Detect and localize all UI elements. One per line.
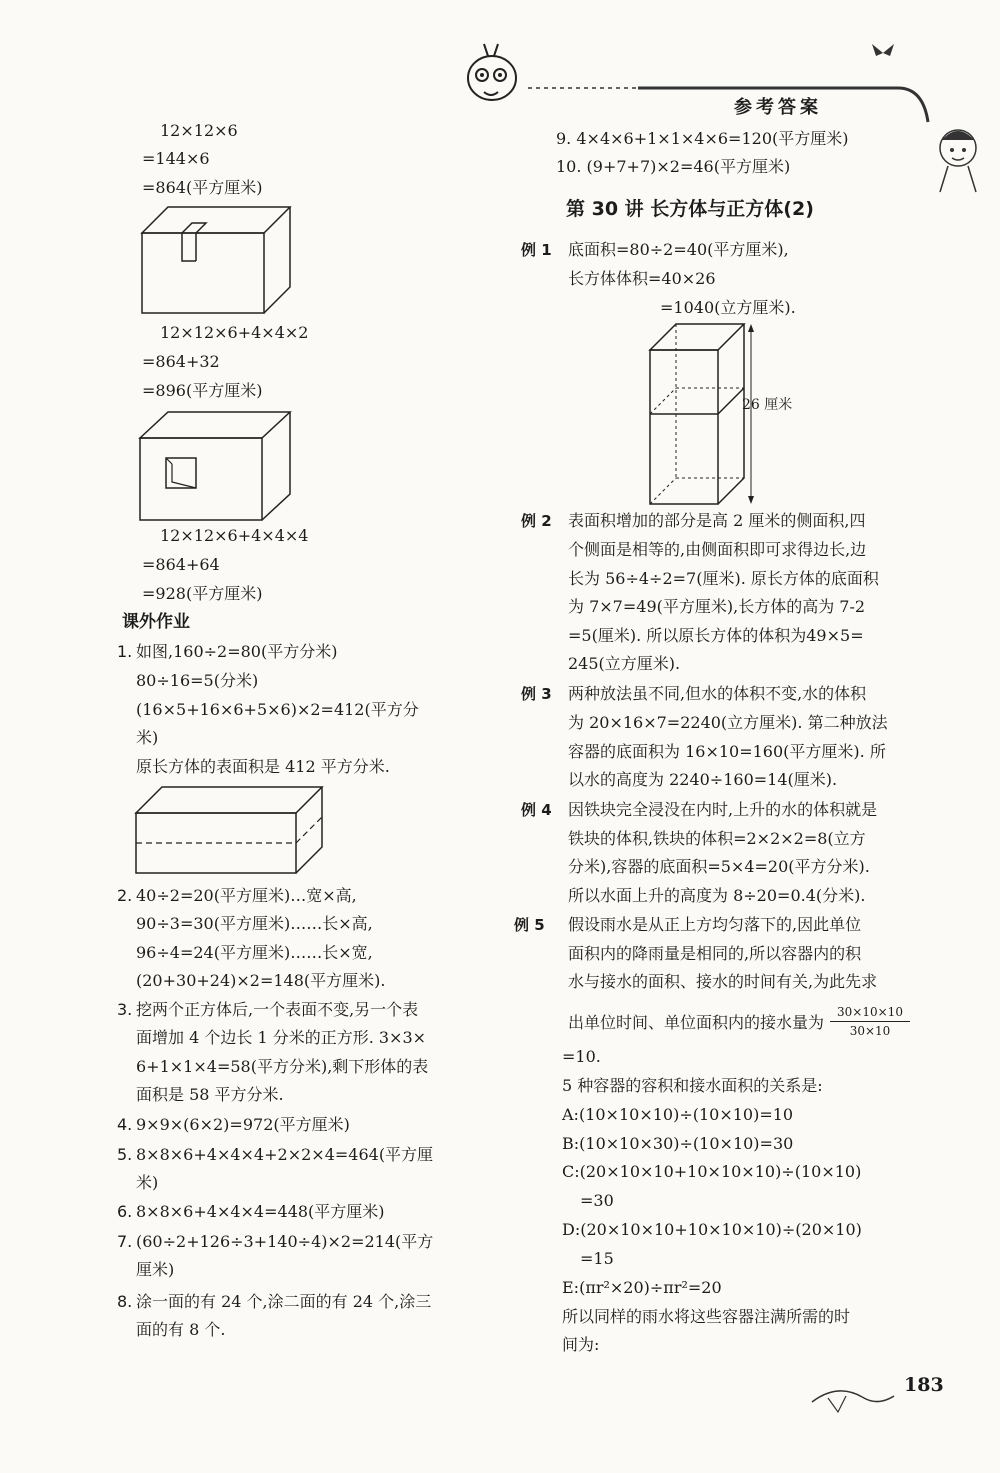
calc-line: =864(平方厘米) [142, 178, 263, 197]
answer-line: 间为: [562, 1335, 600, 1354]
answer-line: 表面积增加的部分是高 2 厘米的侧面积,四 [568, 511, 866, 530]
answer-line: 6+1×1×4=58(平方分米),剩下形体的表 [136, 1057, 429, 1076]
answer-line: 所以同样的雨水将这些容器注满所需的时 [562, 1307, 851, 1326]
answer-line: A:(10×10×10)÷(10×10)=10 [562, 1105, 794, 1124]
bird-decoration-icon [808, 1372, 898, 1422]
answer-line: 5 种容器的容积和接水面积的关系是: [562, 1076, 823, 1095]
answer-line: 长方体体积=40×26 [568, 269, 716, 288]
fraction-bar [830, 1021, 910, 1022]
fraction-denominator: 30×10 [849, 1024, 891, 1038]
answer-line: 为 20×16×7=2240(立方厘米). 第二种放法 [568, 713, 888, 732]
answer-line: 厘米) [136, 1260, 175, 1279]
answer-line: 假设雨水是从正上方均匀落下的,因此单位 [568, 915, 862, 934]
fraction-numerator: 30×10×10 [837, 1005, 903, 1019]
answer-line: 9×9×(6×2)=972(平方厘米) [136, 1115, 350, 1134]
question-number: 5. [117, 1145, 133, 1164]
cartoon-face-icon [462, 40, 528, 110]
answer-line: 面的有 8 个. [136, 1320, 226, 1339]
cube-figure-hole [138, 410, 298, 522]
question-number: 8. [117, 1292, 133, 1311]
lecture-title: 第 30 讲 长方体与正方体(2) [566, 198, 814, 220]
cartoon-girl-icon [930, 118, 990, 198]
dimension-label: 26 厘米 [742, 397, 793, 413]
calc-line: 12×12×6+4×4×4 [160, 526, 309, 545]
calc-line: =864+64 [142, 555, 220, 574]
answer-line: 面积是 58 平方分米. [136, 1085, 284, 1104]
calc-line: =928(平方厘米) [142, 584, 263, 603]
answer-line: E:(πr²×20)÷πr²=20 [562, 1278, 722, 1297]
answer-line: 原长方体的表面积是 412 平方分米. [136, 757, 390, 776]
cube-figure-notch [140, 205, 300, 315]
cuboid-figure [134, 785, 330, 877]
calc-line: 12×12×6 [160, 121, 238, 140]
homework-heading: 课外作业 [122, 612, 190, 632]
answer-line: 挖两个正方体后,一个表面不变,另一个表 [136, 1000, 419, 1019]
answer-line: 涂一面的有 24 个,涂二面的有 24 个,涂三 [136, 1292, 432, 1311]
answer-line: 分米),容器的底面积=5×4=20(平方分米). [568, 857, 870, 876]
question-number: 7. [117, 1232, 133, 1251]
question-number: 4. [117, 1115, 133, 1134]
answer-line: 80÷16=5(分米) [136, 671, 259, 690]
answer-line: 9. 4×4×6+1×1×4×6=120(平方厘米) [556, 129, 849, 148]
question-number: 6. [117, 1202, 133, 1221]
example-label: 例 3 [521, 685, 552, 703]
answer-line: B:(10×10×30)÷(10×10)=30 [562, 1134, 794, 1153]
answer-line: 以水的高度为 2240÷160=14(厘米). [568, 770, 838, 789]
example-label: 例 4 [521, 801, 552, 819]
answer-line: (20+30+24)×2=148(平方厘米). [136, 971, 386, 990]
answer-line: 出单位时间、单位面积内的接水量为 [568, 1013, 825, 1032]
calc-line: 12×12×6+4×4×2 [160, 323, 309, 342]
answer-line: =10. [562, 1047, 601, 1066]
answer-line: 8×8×6+4×4×4=448(平方厘米) [136, 1202, 385, 1221]
example-label: 例 1 [521, 241, 552, 259]
answer-line: 米) [136, 1173, 159, 1192]
answer-line: 10. (9+7+7)×2=46(平方厘米) [556, 157, 791, 176]
answer-line: 如图,160÷2=80(平方分米) [136, 642, 338, 661]
question-number: 3. [117, 1000, 133, 1019]
question-number: 1. [117, 642, 133, 661]
calc-line: =896(平方厘米) [142, 381, 263, 400]
answer-line: 96÷4=24(平方厘米)……长×宽, [136, 943, 373, 962]
header-rule [528, 82, 938, 126]
butterfly-icon [868, 40, 898, 66]
answer-line: 245(立方厘米). [568, 654, 681, 673]
answer-line: 个侧面是相等的,由侧面积即可求得边长,边 [568, 540, 867, 559]
answer-line: 为 7×7=49(平方厘米),长方体的高为 7-2 [568, 597, 866, 616]
answer-line: 所以水面上升的高度为 8÷20=0.4(分米). [568, 886, 866, 905]
answer-line: 容器的底面积为 16×10=160(平方厘米). 所 [568, 742, 886, 761]
question-number: 2. [117, 886, 133, 905]
answer-line: 40÷2=20(平方厘米)…宽×高, [136, 886, 357, 905]
answer-line: 面增加 4 个边长 1 分米的正方形. 3×3× [136, 1028, 427, 1047]
answer-line: 米) [136, 728, 159, 747]
answer-line: D:(20×10×10+10×10×10)÷(20×10) [562, 1220, 862, 1239]
answer-line: 水与接水的面积、接水的时间有关,为此先求 [568, 972, 878, 991]
answer-line: =1040(立方厘米). [660, 298, 796, 317]
example-label: 例 2 [521, 512, 552, 530]
answer-line: =5(厘米). 所以原长方体的体积为49×5= [568, 626, 864, 645]
answer-line: 因铁块完全浸没在内时,上升的水的体积就是 [568, 800, 878, 819]
calc-line: =144×6 [142, 149, 210, 168]
page-number: 183 [904, 1374, 944, 1396]
answer-line: (60÷2+126÷3+140÷4)×2=214(平方 [136, 1232, 434, 1251]
calc-line: =864+32 [142, 352, 220, 371]
answer-line: 底面积=80÷2=40(平方厘米), [568, 240, 789, 259]
answer-line: 铁块的体积,铁块的体积=2×2×2=8(立方 [568, 829, 866, 848]
answer-line: =30 [580, 1191, 614, 1210]
page-header-title: 参考答案 [734, 97, 822, 118]
answer-line: 面积内的降雨量是相同的,所以容器内的积 [568, 944, 862, 963]
answer-line: 8×8×6+4×4×4+2×2×4=464(平方厘 [136, 1145, 434, 1164]
answer-line: (16×5+16×6+5×6)×2=412(平方分 [136, 700, 419, 719]
example-label: 例 5 [514, 916, 545, 934]
answer-line: C:(20×10×10+10×10×10)÷(10×10) [562, 1162, 862, 1181]
answer-line: 长为 56÷4÷2=7(厘米). 原长方体的底面积 [568, 569, 879, 588]
answer-line: 两种放法虽不同,但水的体积不变,水的体积 [568, 684, 867, 703]
answer-line: =15 [580, 1249, 614, 1268]
answer-line: 90÷3=30(平方厘米)……长×高, [136, 914, 373, 933]
